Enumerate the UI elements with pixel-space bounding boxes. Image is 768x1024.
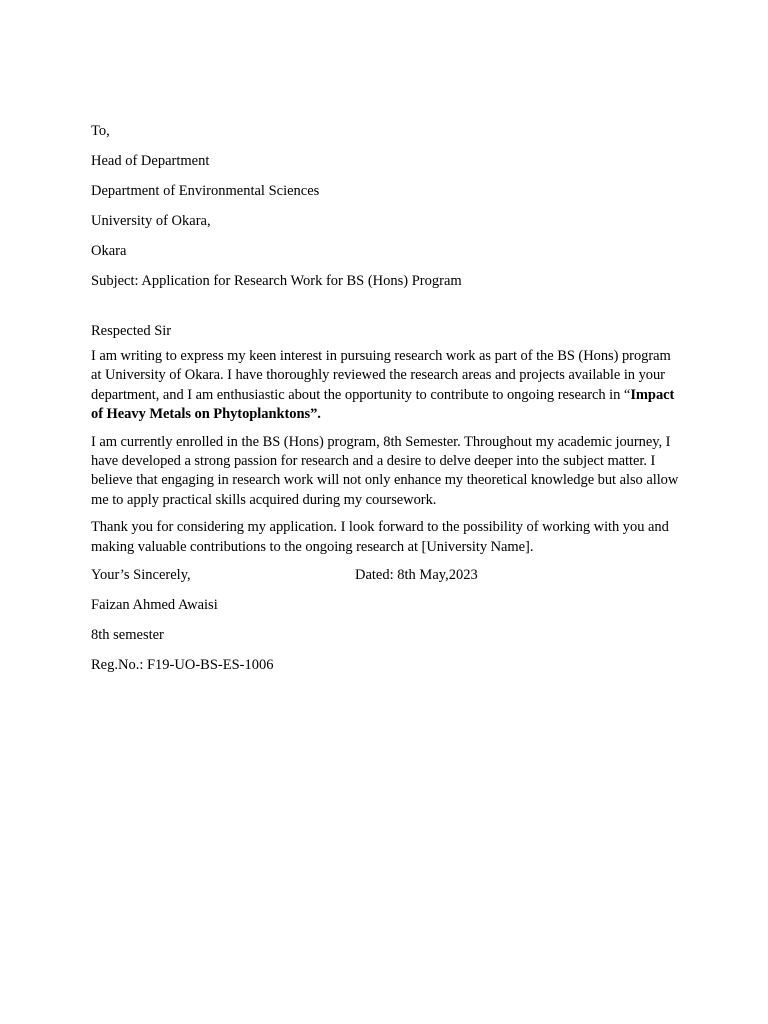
recipient-city: Okara [91, 243, 127, 259]
salutation: Respected Sir [91, 323, 172, 339]
recipient-university: University of Okara, [91, 213, 211, 229]
closing-row [91, 565, 681, 585]
research-topic: Impact of Heavy Metals on Phytoplanktons”. [91, 386, 675, 423]
signature-semester: 8th semester [91, 627, 164, 644]
recipient-department: Department of Environmental Sciences [91, 183, 320, 199]
subject-line: Subject: Application for Research Work for BS (Hons) Program [91, 273, 462, 289]
paragraph-thanks: Thank you for considering my application. I look forward to the possibility of working with you and making valuable contributions to the ongoing research at [University Name]. [91, 519, 669, 555]
recipient-title: Head of Department [91, 153, 210, 169]
paragraph-intro [91, 347, 681, 425]
letter-body [91, 121, 681, 685]
closing-phrase: Your’s Sincerely, [91, 567, 191, 584]
paragraph-enrollment: I am currently enrolled in the BS (Hons) program, 8th Semester. Throughout my academic journey, I have developed a strong passion for research and a desire to delve deeper into the subject matter. I believe that engaging in research work will not only enhance my theoretical knowledge but also allow me to apply practical skills acquired during my coursework. [91, 433, 679, 508]
signature-reg-no: Reg.No.: F19-UO-BS-ES-1006 [91, 657, 274, 674]
signature-name: Faizan Ahmed Awaisi [91, 597, 218, 614]
date-line: Dated: 8th May,2023 [355, 567, 478, 584]
recipient-address [91, 151, 681, 261]
paragraph-intro-text: I am writing to express my keen interest in pursuing research work as part of the BS (Hons) program at University of Okara. I have thoroughly reviewed the research areas and projects available in your department, and I am enthusiastic about the opportunity to contribute to ongoing research in “ [91, 348, 671, 403]
greeting-to: To, [91, 123, 110, 139]
